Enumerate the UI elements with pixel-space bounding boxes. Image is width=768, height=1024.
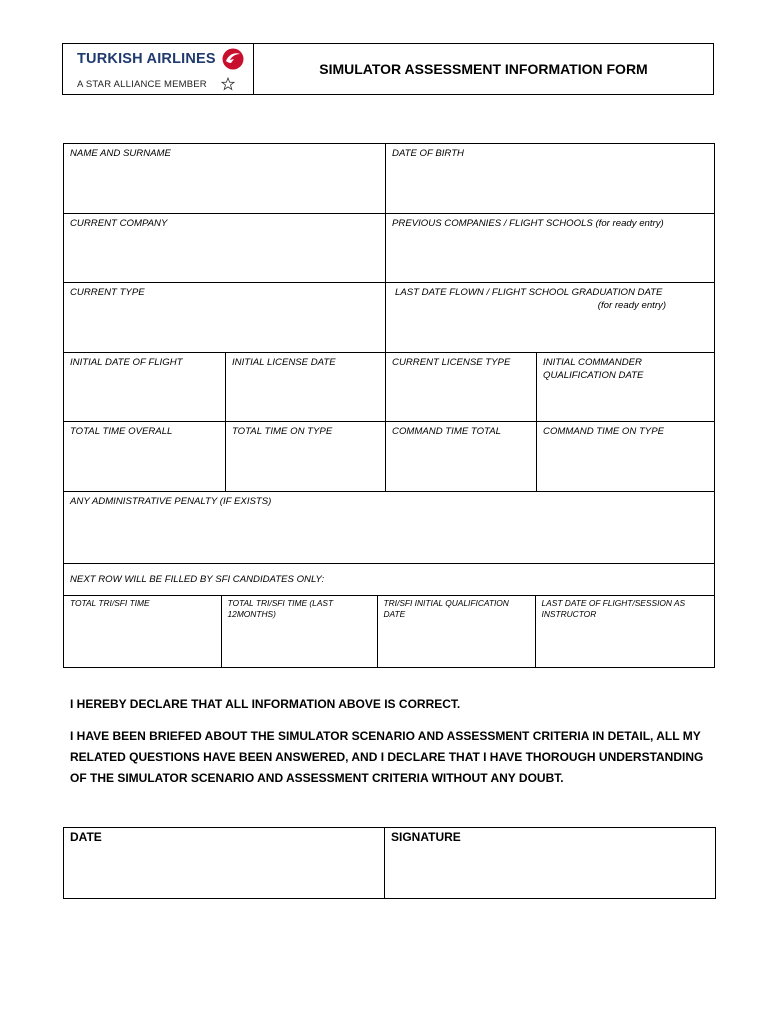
total-time-overall-field[interactable] xyxy=(64,422,226,492)
table-row xyxy=(64,353,715,422)
total-tri-sfi-time-last-label: TOTAL TRI/SFI TIME (LAST xyxy=(227,598,334,608)
table-row xyxy=(64,596,715,668)
sfi-subtable xyxy=(64,596,715,667)
applicant-info-table xyxy=(63,143,715,668)
table-row xyxy=(64,214,715,283)
last-date-instructor-label: LAST DATE OF FLIGHT/SESSION AS xyxy=(541,598,686,608)
name-surname-field[interactable] xyxy=(64,144,386,214)
form-title: SIMULATOR ASSESSMENT INFORMATION FORM xyxy=(319,61,648,77)
initial-commander-label: INITIAL COMMANDER xyxy=(543,357,642,368)
total-tri-sfi-time-field[interactable] xyxy=(64,596,221,667)
total-tri-sfi-time-label: TOTAL TRI/SFI TIME xyxy=(70,598,150,608)
command-time-on-type-label: COMMAND TIME ON TYPE xyxy=(543,426,665,437)
command-time-total-field[interactable] xyxy=(386,422,537,492)
initial-license-date-label: INITIAL LICENSE DATE xyxy=(232,357,336,368)
date-of-birth-label: DATE OF BIRTH xyxy=(392,148,464,159)
sfi-fields-row xyxy=(64,596,715,668)
signature-field[interactable] xyxy=(385,828,716,899)
name-surname-label: NAME AND SURNAME xyxy=(70,148,171,159)
previous-companies-field[interactable] xyxy=(386,214,715,283)
initial-date-of-flight-field[interactable] xyxy=(64,353,226,422)
table-row xyxy=(64,283,715,353)
initial-license-date-field[interactable] xyxy=(226,353,386,422)
administrative-penalty-field[interactable] xyxy=(64,492,715,564)
table-row xyxy=(64,828,716,899)
total-time-on-type-field[interactable] xyxy=(226,422,386,492)
total-tri-sfi-time-last-label-cont: 12MONTHS) xyxy=(227,609,276,619)
sfi-note-row xyxy=(64,564,715,596)
signature-label: SIGNATURE xyxy=(391,830,461,844)
last-date-flown-note: (for ready entry) xyxy=(597,300,667,311)
date-field[interactable] xyxy=(64,828,385,899)
star-alliance-icon xyxy=(221,77,235,91)
total-time-overall-label: TOTAL TIME OVERALL xyxy=(70,426,173,437)
date-label: DATE xyxy=(70,830,102,844)
previous-companies-label: PREVIOUS COMPANIES / FLIGHT SCHOOLS xyxy=(392,218,593,229)
table-row xyxy=(64,422,715,492)
total-time-on-type-label: TOTAL TIME ON TYPE xyxy=(232,426,333,437)
last-date-instructor-label-cont: INSTRUCTOR xyxy=(541,609,597,619)
initial-date-of-flight-label: INITIAL DATE OF FLIGHT xyxy=(70,357,183,368)
current-company-field[interactable] xyxy=(64,214,386,283)
current-type-label: CURRENT TYPE xyxy=(70,287,145,298)
sfi-note: NEXT ROW WILL BE FILLED BY SFI CANDIDATES ONLY: xyxy=(70,574,325,585)
table-row xyxy=(64,144,715,214)
command-time-on-type-field[interactable] xyxy=(537,422,715,492)
last-date-as-instructor-field[interactable] xyxy=(535,596,715,667)
tri-sfi-initial-label: TRI/SFI INITIAL QUALIFICATION xyxy=(383,598,509,608)
qualification-date-label: QUALIFICATION DATE xyxy=(543,370,644,381)
table-row xyxy=(64,492,715,564)
current-company-label: CURRENT COMPANY xyxy=(70,218,168,229)
brand-name: TURKISH AIRLINES xyxy=(77,51,216,67)
total-tri-sfi-time-last-field[interactable] xyxy=(221,596,377,667)
administrative-penalty-label: ANY ADMINISTRATIVE PENALTY (IF EXISTS) xyxy=(70,496,272,507)
previous-companies-note: (for ready entry) xyxy=(595,218,664,229)
current-type-field[interactable] xyxy=(64,283,386,353)
current-license-type-label: CURRENT LICENSE TYPE xyxy=(392,357,511,368)
initial-commander-qualification-field[interactable] xyxy=(537,353,715,422)
table-row xyxy=(64,564,715,596)
tri-sfi-initial-label-cont: DATE xyxy=(383,609,406,619)
date-of-birth-field[interactable] xyxy=(386,144,715,214)
tri-sfi-initial-qualification-field[interactable] xyxy=(377,596,535,667)
command-time-total-label: COMMAND TIME TOTAL xyxy=(392,426,501,437)
turkish-airlines-logo-icon xyxy=(222,48,244,70)
signature-table xyxy=(63,827,716,899)
last-date-flown-label: LAST DATE FLOWN / FLIGHT SCHOOL GRADUATION DATE xyxy=(395,287,663,298)
declaration-correct-info: I HEREBY DECLARE THAT ALL INFORMATION ABOVE IS CORRECT. xyxy=(70,697,461,711)
logo-cell xyxy=(63,44,254,94)
current-license-type-field[interactable] xyxy=(386,353,537,422)
declaration-briefing: I HAVE BEEN BRIEFED ABOUT THE SIMULATOR SCENARIO AND ASSESSMENT CRITERIA IN DETAIL, ALL MY RELATED QUESTIONS HAVE BEEN ANSWERED, AND I DECLARE THAT I HAVE THOROUGH UNDERSTANDING OF THE SIMULATOR SCENARIO AND ASSESSMENT CRITERIA WITHOUT ANY DOUBT. xyxy=(70,729,704,785)
form-header xyxy=(62,43,714,95)
star-alliance-tagline: A STAR ALLIANCE MEMBER xyxy=(77,79,207,90)
last-date-flown-field[interactable] xyxy=(386,283,715,353)
